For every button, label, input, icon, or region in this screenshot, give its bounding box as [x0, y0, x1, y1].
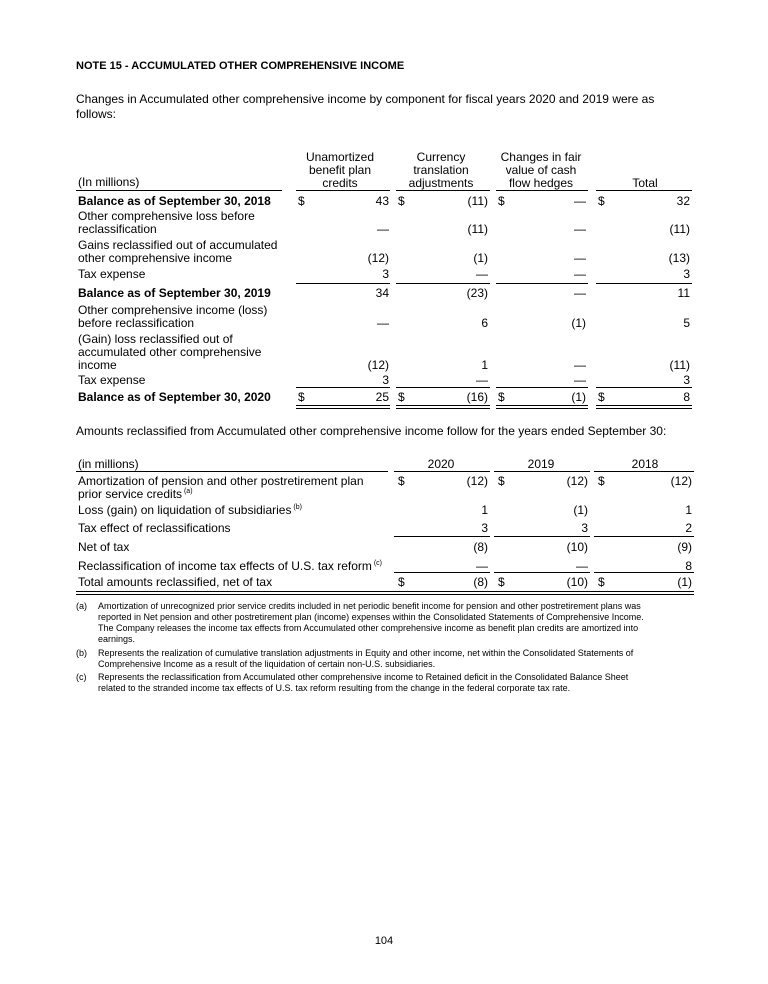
header-rule: [394, 471, 490, 472]
dollar-sign: $: [498, 575, 505, 589]
dollar-sign: $: [598, 474, 605, 488]
total-double-rule: [76, 591, 694, 595]
row-label: [78, 575, 272, 589]
row-label: [78, 487, 193, 501]
total-double-rule: [496, 405, 588, 409]
intro-paragraph: Changes in Accumulated other comprehensive income by component for fiscal years 2020 and 2019 were as follows:: [76, 92, 655, 121]
subtotal-rule: [494, 572, 590, 573]
header-rule: [296, 190, 390, 191]
header-rule: [496, 190, 588, 191]
row-label: before reclassification: [78, 316, 195, 330]
table-cell: (1): [677, 575, 692, 589]
table-cell: 3: [382, 267, 389, 281]
table-cell: 6: [481, 316, 488, 330]
table-cell: —: [476, 559, 488, 573]
footnote-mark: (c): [76, 672, 87, 682]
year-header: 2019: [527, 457, 555, 471]
table-cell: 11: [677, 286, 690, 300]
row-label-text: Net of tax: [78, 540, 130, 554]
header-rule: [594, 471, 694, 472]
total-double-rule: [396, 405, 490, 409]
table-cell: 34: [375, 286, 389, 300]
dollar-sign: $: [398, 194, 405, 208]
row-label-text: Total amounts reclassified, net of tax: [78, 575, 273, 589]
table-cell: (11): [669, 358, 690, 372]
dollar-sign: $: [498, 194, 505, 208]
subtotal-rule: [296, 283, 390, 284]
unit-label: (In millions): [78, 175, 140, 189]
footnote-text: [98, 672, 698, 694]
dollar-sign: $: [398, 575, 405, 589]
unit-label: (in millions): [78, 457, 139, 471]
footnote-line: reported in Net pension and other postretirement plan (income) expenses within the Consolidated Statements of Comprehensive Income.: [98, 612, 644, 622]
dollar-sign: $: [498, 474, 505, 488]
table-cell: (13): [668, 251, 690, 265]
header-rule: [596, 190, 692, 191]
footnote-reference: (c): [371, 560, 383, 567]
header-rule: [76, 190, 282, 191]
row-label-text: Reclassification of income tax effects of U.S. tax reform: [78, 559, 372, 573]
footnote-line: Comprehensive Income as a result of the liquidation of certain non-U.S. subsidiaries.: [98, 659, 436, 669]
row-label: [78, 474, 364, 488]
table-cell: —: [574, 373, 586, 387]
column-header: value of cash: [505, 163, 577, 177]
row-label: [78, 521, 231, 535]
footnote-line: Represents the reclassification from Accumulated other comprehensive income to Retained deficit in the Consolidated Balance Sheet: [98, 672, 629, 682]
header-rule: [76, 471, 388, 472]
column-header: Unamortized: [305, 150, 375, 164]
row-label: accumulated other comprehensive: [78, 345, 262, 359]
row-label: Other comprehensive income (loss): [78, 303, 268, 317]
dollar-sign: $: [498, 390, 505, 404]
table-cell: —: [574, 222, 586, 236]
subtotal-rule: [394, 572, 490, 573]
note-title: NOTE 15 - ACCUMULATED OTHER COMPREHENSIVE INCOME: [76, 60, 405, 72]
table-cell: (9): [677, 540, 692, 554]
dollar-sign: $: [598, 390, 605, 404]
table-cell: 8: [685, 559, 692, 573]
dollar-sign: $: [398, 390, 405, 404]
table-cell: —: [574, 267, 586, 281]
row-label: Balance as of September 30, 2020: [78, 390, 271, 404]
table-cell: 1: [481, 358, 488, 372]
column-header: adjustments: [408, 176, 474, 190]
table-cell: (12): [367, 251, 389, 265]
table-cell: (12): [367, 358, 389, 372]
row-label: Tax expense: [78, 267, 146, 281]
header-rule: [494, 471, 590, 472]
table-cell: (8): [473, 575, 488, 589]
table-cell: (11): [467, 194, 488, 208]
row-label-text: Amortization of pension and other postretirement plan: [78, 474, 364, 488]
table-cell: (12): [670, 474, 692, 488]
table-cell: —: [574, 251, 586, 265]
table-cell: (10): [566, 540, 588, 554]
table-cell: (12): [466, 474, 488, 488]
table-cell: 2: [685, 521, 692, 535]
subtotal-rule: [596, 387, 692, 388]
row-label-text: Tax effect of reclassifications: [78, 521, 231, 535]
table-cell: (8): [473, 540, 488, 554]
table-cell: —: [576, 559, 588, 573]
table-cell: 3: [481, 521, 488, 535]
table-cell: (16): [466, 390, 488, 404]
row-label: Tax expense: [78, 373, 146, 387]
footnote-reference: (b): [291, 504, 302, 511]
footnote-text: [98, 648, 698, 670]
table-cell: 3: [581, 521, 588, 535]
dollar-sign: $: [398, 474, 405, 488]
row-label: [78, 503, 302, 517]
dollar-sign: $: [598, 575, 605, 589]
column-header: translation: [413, 163, 469, 177]
table-cell: —: [574, 286, 586, 300]
subtotal-rule: [494, 536, 590, 537]
row-label: reclassification: [78, 222, 157, 236]
year-header: 2020: [427, 457, 455, 471]
table-cell: —: [377, 222, 389, 236]
footnote-line: related to the stranded income tax effects of U.S. tax reform resulting from the change in the federal corporate tax rate.: [98, 683, 571, 693]
column-header: benefit plan: [308, 163, 372, 177]
subtotal-rule: [496, 387, 588, 388]
table-cell: —: [574, 358, 586, 372]
subtotal-rule: [396, 283, 490, 284]
row-label: other comprehensive income: [78, 251, 233, 265]
header-rule: [396, 190, 490, 191]
table-cell: (1): [473, 251, 488, 265]
footnote-line: Amortization of unrecognized prior service credits included in net periodic benefit income for pension and other postretirement plans was: [98, 601, 641, 611]
dollar-sign: $: [298, 390, 305, 404]
table-cell: 3: [382, 373, 389, 387]
footnote-mark: (a): [76, 601, 87, 611]
subtotal-rule: [394, 536, 490, 537]
footnote-line: The Company releases the income tax effects from Accumulated other comprehensive income as benefit plan credits are amortized into: [98, 623, 639, 633]
subtotal-rule: [594, 536, 694, 537]
table-cell: (1): [571, 390, 586, 404]
table-cell: (11): [467, 222, 488, 236]
total-double-rule: [296, 405, 390, 409]
year-header: 2018: [631, 457, 659, 471]
table-cell: (1): [571, 316, 586, 330]
table-cell: (11): [669, 222, 690, 236]
subtotal-rule: [596, 283, 692, 284]
table-cell: 3: [683, 267, 690, 281]
footnote-line: Represents the realization of cumulative translation adjustments in Equity and other income, net within the Consolidated Statements of: [98, 648, 634, 658]
footnote-line: earnings.: [98, 634, 136, 644]
row-label: income: [78, 358, 117, 372]
row-label: Balance as of September 30, 2019: [78, 286, 271, 300]
table-cell: (10): [566, 575, 588, 589]
table-cell: 8: [683, 390, 690, 404]
footnote-mark: (b): [76, 648, 87, 658]
table-cell: —: [476, 267, 488, 281]
subtotal-rule: [396, 387, 490, 388]
table-cell: (23): [466, 286, 488, 300]
row-label: [78, 559, 382, 573]
dollar-sign: $: [598, 194, 605, 208]
row-label: Other comprehensive loss before: [78, 209, 255, 223]
row-label: [78, 540, 129, 554]
table-cell: —: [377, 316, 389, 330]
table-cell: 43: [375, 194, 389, 208]
footnote-reference: (a): [182, 488, 193, 495]
reclassification-intro: Amounts reclassified from Accumulated other comprehensive income follow for the years ended September 30:: [76, 424, 667, 438]
row-label-text: Loss (gain) on liquidation of subsidiaries: [78, 503, 292, 517]
subtotal-rule: [594, 572, 694, 573]
table-cell: 1: [685, 503, 692, 517]
subtotal-rule: [496, 283, 588, 284]
page-number: 104: [374, 935, 394, 947]
row-label: (Gain) loss reclassified out of: [78, 332, 233, 346]
subtotal-rule: [296, 387, 390, 388]
table-cell: 3: [683, 373, 690, 387]
table-cell: (12): [566, 474, 588, 488]
column-header: Changes in fair: [500, 150, 582, 164]
table-cell: 25: [375, 390, 389, 404]
table-cell: 1: [481, 503, 488, 517]
footnote-text: [98, 601, 698, 645]
dollar-sign: $: [298, 194, 305, 208]
column-header: credits: [322, 176, 358, 190]
column-header: Currency: [416, 150, 466, 164]
table-cell: —: [574, 194, 586, 208]
column-header: Total: [632, 176, 658, 190]
column-header: flow hedges: [508, 176, 574, 190]
row-label: Balance as of September 30, 2018: [78, 194, 271, 208]
table-cell: 5: [683, 316, 690, 330]
total-double-rule: [596, 405, 692, 409]
table-cell: —: [476, 373, 488, 387]
table-cell: (1): [573, 503, 588, 517]
row-label: Gains reclassified out of accumulated: [78, 238, 278, 252]
row-label-text: prior service credits: [78, 487, 183, 501]
table-cell: 32: [676, 194, 690, 208]
